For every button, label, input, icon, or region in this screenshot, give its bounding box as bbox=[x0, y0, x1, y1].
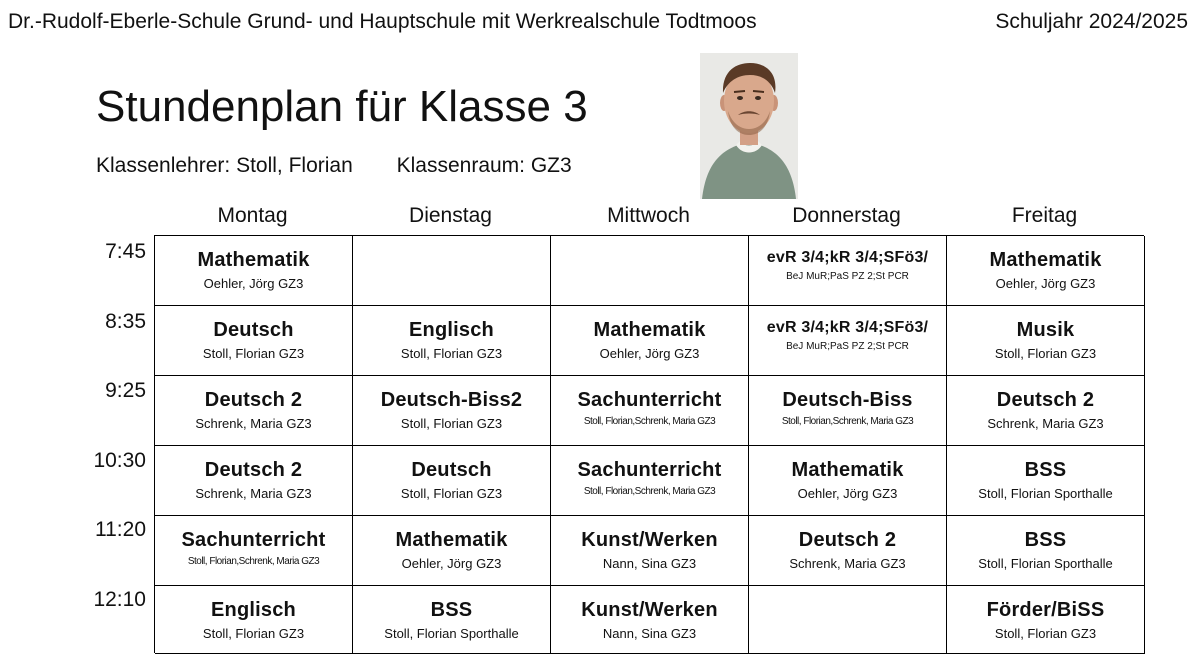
lesson-subject: Englisch bbox=[409, 319, 494, 341]
lesson-subject: Englisch bbox=[211, 599, 296, 621]
lesson-teacher: BeJ MuR;PaS PZ 2;St PCR bbox=[786, 271, 909, 282]
lesson-cell bbox=[353, 236, 551, 306]
lesson-cell bbox=[353, 586, 551, 654]
lesson-subject: evR 3/4;kR 3/4;SFö3/ bbox=[766, 319, 929, 336]
lesson-teacher: Nann, Sina GZ3 bbox=[602, 556, 697, 571]
lesson-teacher: Stoll, Florian,Schrenk, Maria GZ3 bbox=[583, 486, 716, 497]
lesson-cell bbox=[749, 446, 947, 516]
lesson-cell bbox=[947, 586, 1145, 654]
lesson-teacher: Stoll, Florian GZ3 bbox=[994, 626, 1097, 641]
lesson-cell bbox=[551, 446, 749, 516]
lesson-cell bbox=[551, 306, 749, 376]
lesson-teacher: Oehler, Jörg GZ3 bbox=[797, 486, 898, 501]
lesson-cell bbox=[155, 376, 353, 446]
lesson-teacher: Oehler, Jörg GZ3 bbox=[203, 276, 304, 291]
class-teacher: Klassenlehrer: Stoll, Florian bbox=[96, 154, 353, 177]
lesson-cell bbox=[947, 516, 1145, 586]
day-header-wednesday: Mittwoch bbox=[607, 204, 690, 227]
lesson-cell bbox=[749, 306, 947, 376]
lesson-subject: Musik bbox=[1016, 319, 1075, 341]
lesson-teacher: Stoll, Florian Sporthalle bbox=[384, 626, 519, 641]
lesson-subject: Sachunterricht bbox=[181, 529, 326, 551]
lesson-teacher: Stoll, Florian GZ3 bbox=[400, 416, 503, 431]
lesson-subject: Sachunterricht bbox=[577, 459, 722, 481]
time-label: 7:45 bbox=[105, 240, 146, 263]
lesson-cell bbox=[551, 516, 749, 586]
lesson-cell bbox=[551, 236, 749, 306]
time-label: 8:35 bbox=[105, 310, 146, 333]
lesson-subject: Sachunterricht bbox=[577, 389, 722, 411]
lesson-cell bbox=[749, 516, 947, 586]
lesson-cell bbox=[155, 306, 353, 376]
lesson-subject: Deutsch-Biss bbox=[782, 389, 913, 411]
lesson-subject: Deutsch 2 bbox=[204, 459, 303, 481]
school-name: Dr.-Rudolf-Eberle-Schule Grund- und Hauptschule mit Werkrealschule Todtmoos bbox=[8, 10, 757, 33]
class-info bbox=[96, 154, 572, 178]
lesson-teacher: Stoll, Florian Sporthalle bbox=[978, 486, 1113, 501]
lesson-cell bbox=[353, 376, 551, 446]
lesson-cell bbox=[155, 236, 353, 306]
lesson-subject: Deutsch-Biss2 bbox=[380, 389, 523, 411]
lesson-subject: Deutsch 2 bbox=[798, 529, 897, 551]
lesson-subject: Mathematik bbox=[197, 249, 310, 271]
lesson-subject: evR 3/4;kR 3/4;SFö3/ bbox=[766, 249, 929, 266]
lesson-cell bbox=[749, 376, 947, 446]
lesson-cell bbox=[353, 516, 551, 586]
lesson-cell bbox=[551, 586, 749, 654]
lesson-subject: Deutsch 2 bbox=[996, 389, 1095, 411]
lesson-teacher: Stoll, Florian Sporthalle bbox=[978, 556, 1113, 571]
lesson-teacher: Oehler, Jörg GZ3 bbox=[401, 556, 502, 571]
lesson-teacher: Stoll, Florian GZ3 bbox=[994, 346, 1097, 361]
lesson-subject: Mathematik bbox=[593, 319, 706, 341]
lesson-teacher: Oehler, Jörg GZ3 bbox=[995, 276, 1096, 291]
lesson-teacher: Stoll, Florian,Schrenk, Maria GZ3 bbox=[781, 416, 914, 427]
teacher-photo bbox=[700, 53, 798, 199]
lesson-subject: BSS bbox=[1024, 459, 1067, 481]
lesson-cell bbox=[155, 446, 353, 516]
day-header-thursday: Donnerstag bbox=[792, 204, 901, 227]
time-label: 11:20 bbox=[95, 518, 146, 541]
lesson-subject: Mathematik bbox=[791, 459, 904, 481]
lesson-cell bbox=[947, 376, 1145, 446]
lesson-teacher: Schrenk, Maria GZ3 bbox=[195, 416, 312, 431]
lesson-teacher: Oehler, Jörg GZ3 bbox=[599, 346, 700, 361]
lesson-cell bbox=[947, 306, 1145, 376]
day-header-tuesday: Dienstag bbox=[409, 204, 492, 227]
lesson-subject: Mathematik bbox=[395, 529, 508, 551]
timetable-grid bbox=[154, 235, 1144, 653]
lesson-cell bbox=[749, 236, 947, 306]
lesson-teacher: Nann, Sina GZ3 bbox=[602, 626, 697, 641]
lesson-subject: Mathematik bbox=[989, 249, 1102, 271]
lesson-subject: Förder/BiSS bbox=[986, 599, 1105, 621]
lesson-cell bbox=[551, 376, 749, 446]
lesson-subject: BSS bbox=[430, 599, 473, 621]
lesson-cell bbox=[353, 306, 551, 376]
day-header-monday: Montag bbox=[217, 204, 288, 227]
lesson-cell bbox=[155, 516, 353, 586]
lesson-cell bbox=[947, 236, 1145, 306]
lesson-cell bbox=[353, 446, 551, 516]
lesson-teacher: Stoll, Florian,Schrenk, Maria GZ3 bbox=[187, 556, 320, 567]
time-label: 9:25 bbox=[105, 379, 146, 402]
lesson-teacher: Stoll, Florian GZ3 bbox=[400, 486, 503, 501]
lesson-teacher: Schrenk, Maria GZ3 bbox=[987, 416, 1104, 431]
page-title: Stundenplan für Klasse 3 bbox=[96, 82, 588, 131]
lesson-teacher: Schrenk, Maria GZ3 bbox=[195, 486, 312, 501]
lesson-cell bbox=[947, 446, 1145, 516]
lesson-subject: Kunst/Werken bbox=[581, 599, 718, 621]
lesson-subject: Deutsch 2 bbox=[204, 389, 303, 411]
lesson-teacher: Schrenk, Maria GZ3 bbox=[789, 556, 906, 571]
day-header-friday: Freitag bbox=[1011, 204, 1078, 227]
lesson-cell bbox=[155, 586, 353, 654]
lesson-subject: Deutsch bbox=[411, 459, 492, 481]
class-room: Klassenraum: GZ3 bbox=[396, 154, 572, 177]
lesson-teacher: Stoll, Florian GZ3 bbox=[202, 626, 305, 641]
lesson-teacher: BeJ MuR;PaS PZ 2;St PCR bbox=[786, 341, 909, 352]
time-label: 12:10 bbox=[93, 588, 146, 611]
lesson-subject: Deutsch bbox=[213, 319, 294, 341]
school-year: Schuljahr 2024/2025 bbox=[995, 10, 1188, 33]
lesson-teacher: Stoll, Florian,Schrenk, Maria GZ3 bbox=[583, 416, 716, 427]
lesson-subject: Kunst/Werken bbox=[581, 529, 718, 551]
lesson-teacher: Stoll, Florian GZ3 bbox=[400, 346, 503, 361]
time-label: 10:30 bbox=[93, 449, 146, 472]
lesson-teacher: Stoll, Florian GZ3 bbox=[202, 346, 305, 361]
lesson-subject: BSS bbox=[1024, 529, 1067, 551]
lesson-cell bbox=[749, 586, 947, 654]
